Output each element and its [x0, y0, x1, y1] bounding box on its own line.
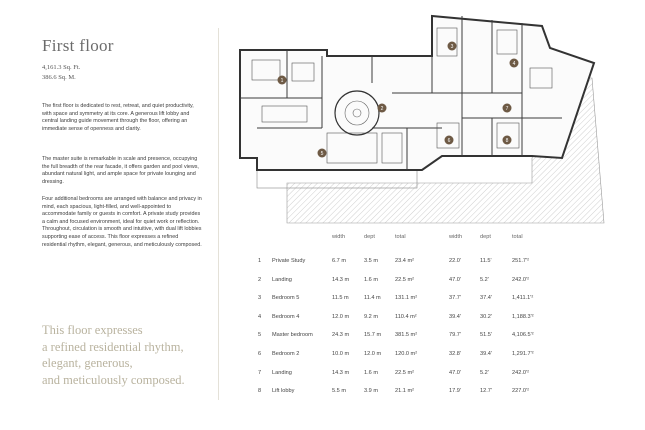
- cell-d-ft: 5.2': [480, 276, 489, 283]
- marker-label: 7: [505, 106, 509, 112]
- cell-w-ft: 32.8': [449, 351, 461, 357]
- cell-t-m: 381.5 m²: [395, 332, 418, 339]
- description-panel: [0, 0, 215, 430]
- column-divider: [218, 28, 219, 400]
- header-total-m: total: [395, 234, 406, 240]
- cell-d-ft: 12.7': [480, 388, 492, 395]
- cell-t-m: 131.1 m²: [395, 295, 418, 302]
- cell-name: Private Study: [272, 258, 306, 264]
- cell-t-ft: 1,188.3'²: [512, 313, 534, 320]
- cell-d-m: 1.6 m: [364, 369, 378, 376]
- area-sqft: 4,161.3 Sq. Ft.: [42, 64, 81, 71]
- table-row: [250, 388, 550, 400]
- table-row: [250, 295, 550, 307]
- header-total-ft: total: [512, 234, 523, 240]
- cell-w-m: 14.3 m: [332, 276, 350, 283]
- quote-line: a refined residential rhythm,: [42, 339, 184, 354]
- header-width-ft: width: [449, 234, 463, 240]
- cell-t-ft: 1,291.7'²: [512, 351, 534, 357]
- cell-name: Master bedroom: [272, 332, 313, 339]
- table-row: [250, 258, 550, 270]
- cell-w-ft: 39.4': [449, 313, 461, 320]
- cell-no: 5: [258, 332, 262, 339]
- cell-t-m: 22.5 m²: [395, 276, 414, 283]
- page-title: First floor: [42, 36, 114, 55]
- cell-d-m: 9.2 m: [364, 313, 378, 320]
- marker-label: 4: [512, 61, 516, 67]
- cell-w-ft: 17.9': [449, 388, 461, 395]
- cell-t-ft: 242.0'²: [512, 369, 529, 376]
- cell-t-m: 120.0 m²: [395, 351, 418, 357]
- cell-d-ft: 30.2': [480, 313, 492, 320]
- table-row: [250, 370, 550, 382]
- cell-no: 3: [258, 295, 262, 302]
- cell-w-m: 5.5 m: [332, 388, 346, 395]
- cell-name: Landing: [272, 369, 292, 376]
- marker-label: 5: [320, 151, 324, 157]
- quote-line: This floor expresses: [42, 323, 143, 337]
- cell-t-ft: 1,411.1'²: [512, 295, 534, 302]
- marker-label: 2: [380, 106, 384, 112]
- cell-name: Lift lobby: [272, 388, 295, 395]
- cell-d-m: 3.9 m: [364, 388, 378, 395]
- header-width-m: width: [332, 234, 346, 240]
- paragraph-intro: The first floor is dedicated to rest, retreat, and quiet productivity, with space and symmetry at its core. A generous lift lobby and central landing guide movement through the floor, offering an immediate sense of openness and clarity.: [42, 103, 194, 132]
- cell-w-ft: 47.0': [449, 369, 461, 376]
- cell-t-m: 23.4 m²: [395, 258, 414, 264]
- cell-t-ft: 4,106.5'²: [512, 332, 534, 339]
- marker-label: 6: [447, 138, 451, 144]
- cell-t-m: 21.1 m²: [395, 388, 414, 395]
- table-row: [250, 351, 550, 363]
- marker-label: 1: [280, 78, 284, 84]
- cell-t-ft: 251.7'²: [512, 258, 529, 264]
- cell-t-ft: 242.0'²: [512, 276, 529, 283]
- cell-d-ft: 37.4': [480, 295, 492, 302]
- cell-w-ft: 47.0': [449, 276, 461, 283]
- pull-quote: [42, 322, 217, 388]
- header-dept-m: dept: [364, 234, 375, 240]
- cell-d-m: 12.0 m: [364, 351, 382, 357]
- cell-no: 2: [258, 276, 262, 283]
- table-row: [250, 277, 550, 289]
- cell-no: 8: [258, 388, 262, 395]
- floor-plan: [232, 8, 632, 233]
- paragraph-bedrooms: Four additional bedrooms are arranged with balance and privacy in mind, each spacious, light-filled, and well-appointed to accommodate family or guests in comfort. A private study provides a calm and focused environment, ideal for quiet work or reflection. Throughout, circulation is smooth and intuitive, with dual lift lobbies supporting ease of access. This floor expresses a refined residential rhythm, elegant, generous, and meticulously composed.: [42, 196, 202, 248]
- marker-label: 8: [505, 138, 509, 144]
- cell-d-ft: 5.2': [480, 369, 489, 376]
- cell-w-m: 12.0 m: [332, 313, 350, 320]
- cell-t-m: 110.4 m²: [395, 313, 417, 320]
- cell-w-ft: 79.7': [449, 332, 461, 339]
- cell-no: 4: [258, 313, 262, 320]
- area-sqm: 386.6 Sq. M.: [42, 74, 76, 81]
- cell-d-ft: 51.5': [480, 332, 492, 339]
- table-row: [250, 332, 550, 344]
- cell-t-ft: 227.0'²: [512, 388, 529, 395]
- cell-w-m: 10.0 m: [332, 351, 350, 357]
- cell-name: Landing: [272, 276, 292, 283]
- cell-w-m: 6.7 m: [332, 258, 346, 264]
- table-row: [250, 314, 550, 326]
- cell-no: 1: [258, 258, 262, 264]
- cell-w-ft: 22.0': [449, 258, 461, 264]
- paragraph-master-suite: The master suite is remarkable in scale and presence, occupying the full breadth of the rear facade, it offers garden and pool views, abundant natural light, and ample space for private lounging and dressing.: [42, 156, 199, 185]
- cell-d-ft: 39.4': [480, 351, 492, 357]
- cell-t-m: 22.5 m²: [395, 369, 414, 376]
- cell-d-m: 3.5 m: [364, 258, 378, 264]
- quote-line: and meticulously composed.: [42, 372, 185, 387]
- cell-w-m: 24.3 m: [332, 332, 350, 339]
- cell-d-ft: 11.5': [480, 258, 492, 264]
- header-dept-ft: dept: [480, 234, 491, 240]
- marker-label: 3: [450, 44, 454, 50]
- cell-no: 6: [258, 351, 262, 357]
- cell-w-m: 14.3 m: [332, 369, 350, 376]
- cell-no: 7: [258, 369, 262, 376]
- cell-d-m: 11.4 m: [364, 295, 381, 302]
- cell-name: Bedroom 2: [272, 351, 300, 357]
- cell-w-ft: 37.7': [449, 295, 461, 302]
- cell-name: Bedroom 4: [272, 313, 300, 320]
- cell-name: Bedroom 5: [272, 295, 300, 302]
- cell-w-m: 11.5 m: [332, 295, 349, 302]
- quote-line: elegant, generous,: [42, 356, 133, 370]
- cell-d-m: 15.7 m: [364, 332, 382, 339]
- cell-d-m: 1.6 m: [364, 276, 378, 283]
